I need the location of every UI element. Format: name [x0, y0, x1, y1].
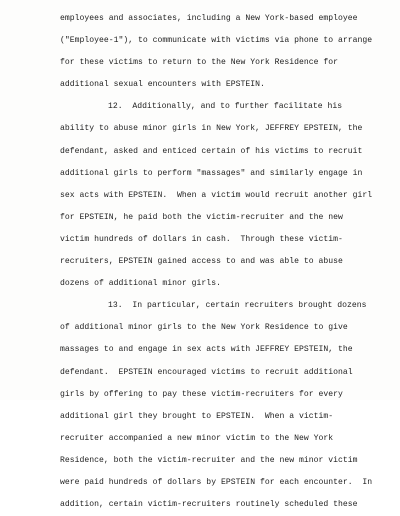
text-line: 12. Additionally, and to further facilitate his	[108, 102, 343, 112]
text-line: Residence, both the victim-recruiter and the new minor victim	[60, 455, 358, 465]
text-line: addition, certain victim-recruiters routinely scheduled these	[60, 500, 358, 510]
text-line: ("Employee-1"), to communicate with victims via phone to arrange	[60, 36, 373, 46]
text-line: victim hundreds of dollars in cash. Through these victim-	[60, 234, 343, 244]
text-line: defendant. EPSTEIN encouraged victims to recruit additional	[60, 367, 353, 377]
text-line: sex acts with EPSTEIN. When a victim would recruit another girl	[60, 190, 373, 200]
text-line: ability to abuse minor girls in New York, JEFFREY EPSTEIN, the	[60, 124, 363, 134]
text-line: for these victims to return to the New York Residence for	[60, 58, 338, 68]
text-line: employees and associates, including a New York-based employee	[60, 14, 358, 23]
text-line: additional girls to perform "massages" and similarly engage in	[60, 168, 363, 178]
text-line: recruiters, EPSTEIN gained access to and was able to abuse	[60, 257, 343, 267]
text-line: girls by offering to pay these victim-recruiters for every	[60, 389, 343, 399]
text-line: defendant, asked and enticed certain of his victims to recruit	[60, 146, 363, 156]
text-line: dozens of additional minor girls.	[60, 279, 221, 289]
text-line: recruiter accompanied a new minor victim to the New York	[60, 433, 334, 443]
paragraph-13	[60, 295, 380, 516]
text-line: additional girl they brought to EPSTEIN. When a victim-	[60, 411, 334, 421]
text-line: for EPSTEIN, he paid both the victim-recruiter and the new	[60, 212, 343, 222]
text-line: additional sexual encounters with EPSTEIN.	[60, 80, 265, 90]
paragraph-continued	[60, 8, 380, 96]
text-line: were paid hundreds of dollars by EPSTEIN for each encounter. In	[60, 477, 373, 487]
text-line: 13. In particular, certain recruiters brought dozens	[108, 301, 367, 311]
paragraph-12	[60, 96, 380, 295]
text-line: of additional minor girls to the New York Residence to give	[60, 323, 348, 333]
text-line: massages to and engage in sex acts with JEFFREY EPSTEIN, the	[60, 345, 353, 355]
document-body	[60, 8, 380, 516]
